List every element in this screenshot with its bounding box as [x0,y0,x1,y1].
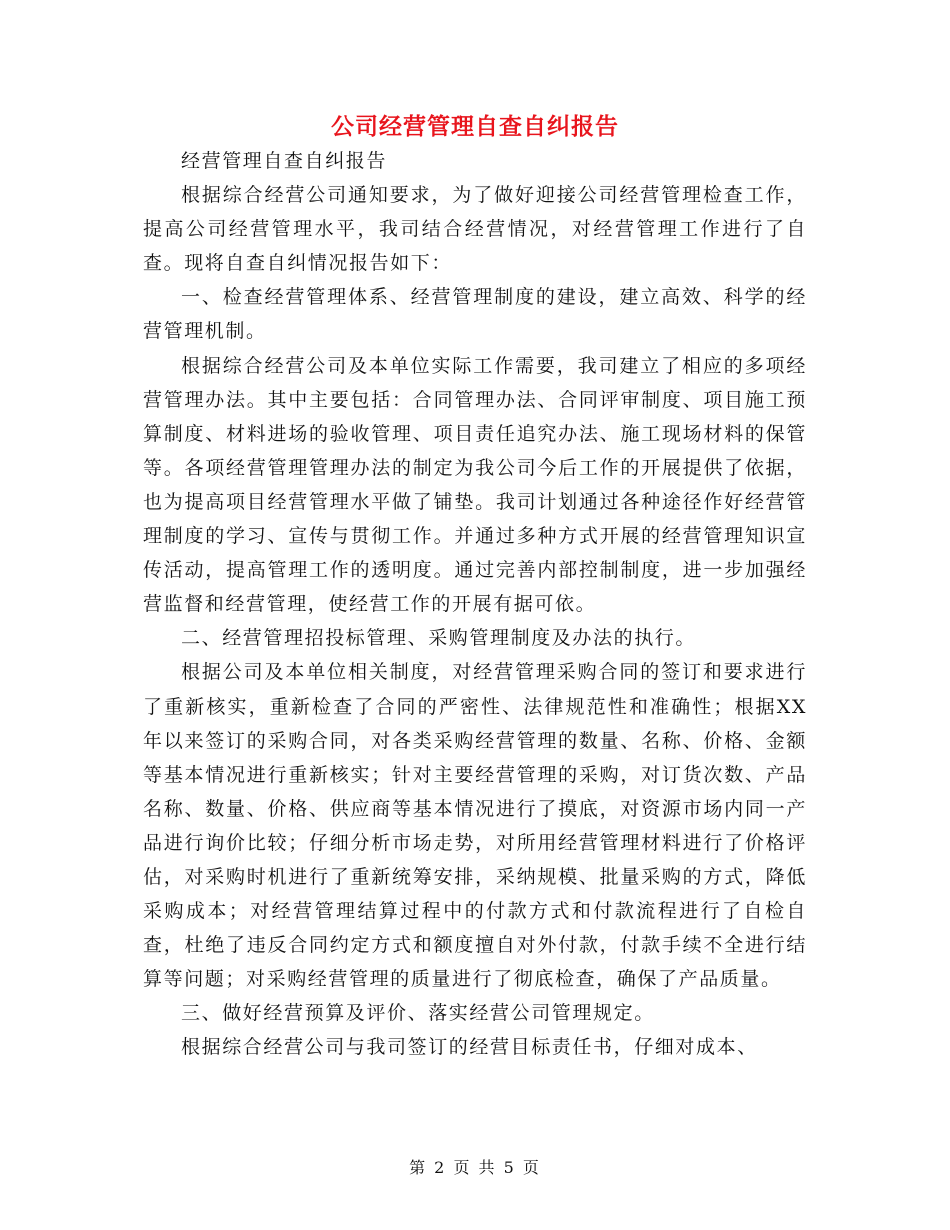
paragraph-intro: 根据综合经营公司通知要求，为了做好迎接公司经营管理检查工作，提高公司经营管理水平，我司结合经营情况，对经营管理工作进行了自查。现将自查自纠情况报告如下： [143,184,807,275]
section-heading-1: 一、检查经营管理体系、经营管理制度的建设，建立高效、科学的经营管理机制。 [143,286,807,343]
paragraph-section-1: 根据综合经营公司及本单位实际工作需要，我司建立了相应的多项经营管理办法。其中主要包括：合同管理办法、合同评审制度、项目施工预算制度、材料进场的验收管理、项目责任追究办法、施工现场材料的保管等。各项经营管理管理办法的制定为我公司今后工作的开展提供了依据，也为提高项目经营管理水平做了铺垫。我司计划通过各种途径作好经营管理制度的学习、宣传与贯彻工作。并通过多种方式开展的经营管理知识宣传活动，提高管理工作的透明度。通过完善内部控制制度，进一步加强经营监督和经营管理，使经营工作的开展有据可依。 [143,354,807,616]
document-title: 公司经营管理自查自纠报告 [331,114,619,140]
paragraph-section-2: 根据公司及本单位相关制度，对经营管理采购合同的签订和要求进行了重新核实，重新检查了合同的严密性、法律规范性和准确性；根据XX年以来签订的采购合同，对各类采购经营管理的数量、名称、价格、金额等基本情况进行重新核实；针对主要经营管理的采购，对订货次数、产品名称、数量、价格、供应商等基本情况进行了摸底，对资源市场内同一产品进行询价比较；仔细分析市场走势，对所用经营管理材料进行了价格评估，对采购时机进行了重新统筹安排，采纳规模、批量采购的方式，降低采购成本；对经营管理结算过程中的付款方式和付款流程进行了自检自查，杜绝了违反合同约定方式和额度擅自对外付款，付款手续不全进行结算等问题；对采购经营管理的质量进行了彻底检查，确保了产品质量。 [143,661,807,991]
section-heading-3: 三、做好经营预算及评价、落实经营公司管理规定。 [181,1002,655,1025]
report-subtitle: 经营管理自查自纠报告 [181,150,388,172]
section-heading-2: 二、经营管理招投标管理、采购管理制度及办法的执行。 [181,627,697,650]
page-number-footer: 第 2 页 共 5 页 [409,1158,541,1177]
document-body [143,144,807,1065]
paragraph-section-3: 根据综合经营公司与我司签订的经营目标责任书，仔细对成本、 [181,1036,758,1059]
